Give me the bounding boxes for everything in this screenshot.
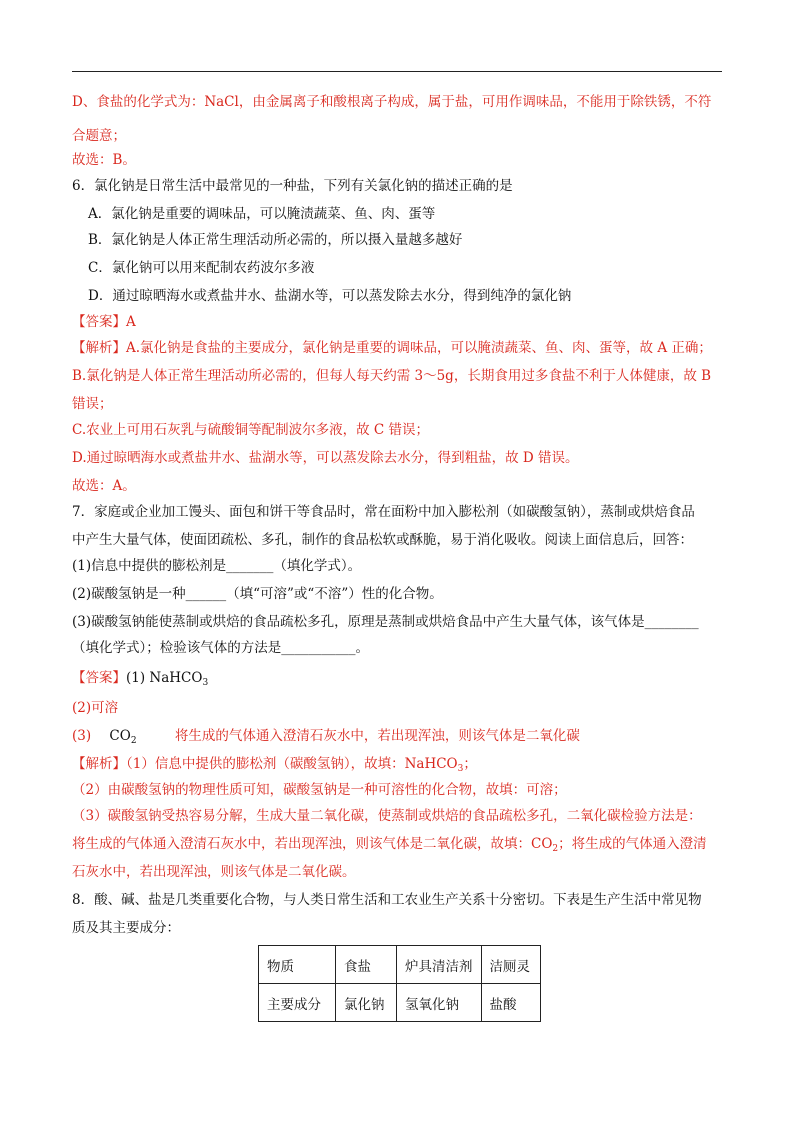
question-7-part: （填化学式）；检验该气体的方法是___________。 [72,640,369,656]
answer-number: (3) [72,728,92,744]
answer-subscript: 3 [202,678,209,688]
text-line: 合题意； [72,128,126,144]
text-line: D、食盐的化学式为：NaCl，由金属离子和酸根离子构成，属于盐，可用作调味品，不能用于除铁锈，不符 [72,94,712,110]
explanation-line: B.氯化钠是人体正常生理活动所必需的，但每人每天约需 3～5g，长期食用过多食盐不利于人体健康，故 B [72,368,712,384]
question-7-part: (1)信息中提供的膨松剂是_______（填化学式）。 [72,558,362,574]
question-7: 7．家庭或企业加工馒头、面包和饼干等食品时，常在面粉中加入膨松剂（如碳酸氢钠），蒸制或烘焙食品 [72,504,695,520]
explanation-subscript: 3 [457,764,464,774]
option-6b: B．氯化钠是人体正常生理活动所必需的，所以摄入量越多越好 [88,232,463,248]
answer-7-2: (2)可溶 [72,700,119,716]
question-8: 8．酸、碱、盐是几类重要化合物，与人类日常生活和工农业生产关系十分密切。下表是生产生活中常见物 [72,892,702,908]
explanation-line: D.通过晾晒海水或煮盐井水、盐湖水等，可以蒸发除去水分，得到粗盐，故 D 错误。 [72,450,579,466]
explanation-subscript: 2 [552,844,559,854]
formula-subscript: 2 [130,736,137,746]
table-cell: 食盐 [336,946,397,984]
explanation-text: ； [463,756,477,772]
substance-table [258,945,541,1022]
question-7-part: (3)碳酸氢钠能使蒸制或烘焙的食品疏松多孔，原理是蒸制或烘焙食品中产生大量气体，该气体是________ [72,614,699,630]
explanation-line [72,834,732,856]
table-cell: 物质 [259,946,336,984]
question-8: 质及其主要成分： [72,920,180,936]
table-row [259,946,541,984]
explanation-line: 错误； [72,396,113,412]
table-cell: 洁厕灵 [481,946,540,984]
explanation-line [72,754,732,776]
table-cell: 氢氧化钠 [397,984,482,1022]
answer-text: 将生成的气体通入澄清石灰水中，若出现浑浊，则该气体是二氧化碳 [174,728,580,744]
question-7: 中产生大量气体，使面团疏松、多孔，制作的食品松软或酥脆，易于消化吸收。阅读上面信息后，回答： [72,532,693,548]
formula-text: CO [109,728,131,744]
explanation-line: 【解析】A.氯化钠是食盐的主要成分，氯化钠是重要的调味品，可以腌渍蔬菜、鱼、肉、蛋等，故 A 正确； [72,340,712,356]
table-cell: 氯化钠 [336,984,397,1022]
explanation-line: C.农业上可用石灰乳与硫酸铜等配制波尔多液，故 C 错误； [72,422,430,438]
explanation-line: （2）由碳酸氢钠的物理性质可知，碳酸氢钠是一种可溶性的化合物，故填：可溶； [72,782,567,798]
explanation-text: ；将生成的气体通入澄清 [558,836,707,852]
question-7-part: (2)碳酸氢钠是一种______（填“可溶”或“不溶”）性的化合物。 [72,586,443,602]
answer-7-3 [72,726,732,748]
option-6c: C．氯化钠可以用来配制农药波尔多液 [88,260,315,276]
answer-6: 【答案】A [72,314,136,330]
option-6d: D．通过晾晒海水或煮盐井水、盐湖水等，可以蒸发除去水分，得到纯净的氯化钠 [88,288,572,304]
explanation-line: 石灰水中，若出现浑浊，则该气体是二氧化碳。 [72,864,356,880]
explanation-text: 将生成的气体通入澄清石灰水中，若出现浑浊，则该气体是二氧化碳，故填：CO [72,836,553,852]
table-row [259,984,541,1022]
table-cell: 盐酸 [481,984,540,1022]
answer-value: (1) NaHCO [126,670,203,686]
explanation-text: 【解析】（1）信息中提供的膨松剂（碳酸氢钠），故填：NaHCO [72,756,458,772]
text-line: 故选：B。 [72,152,136,168]
explanation-line: （3）碳酸氢钠受热容易分解，生成大量二氧化碳，使蒸制或烘焙的食品疏松多孔，二氧化碳检验方法是： [72,808,702,824]
answer-7-1 [72,668,732,690]
header-rule [72,71,722,72]
option-6a: A．氯化钠是重要的调味品，可以腌渍蔬菜、鱼、肉、蛋等 [88,206,436,222]
answer-label: 【答案】 [72,670,126,686]
selection-6: 故选：A。 [72,478,136,494]
table-cell: 主要成分 [259,984,336,1022]
question-6: 6．氯化钠是日常生活中最常见的一种盐，下列有关氯化钠的描述正确的是 [72,178,513,194]
answer-formula [109,728,136,744]
table-cell: 炉具清洁剂 [397,946,482,984]
